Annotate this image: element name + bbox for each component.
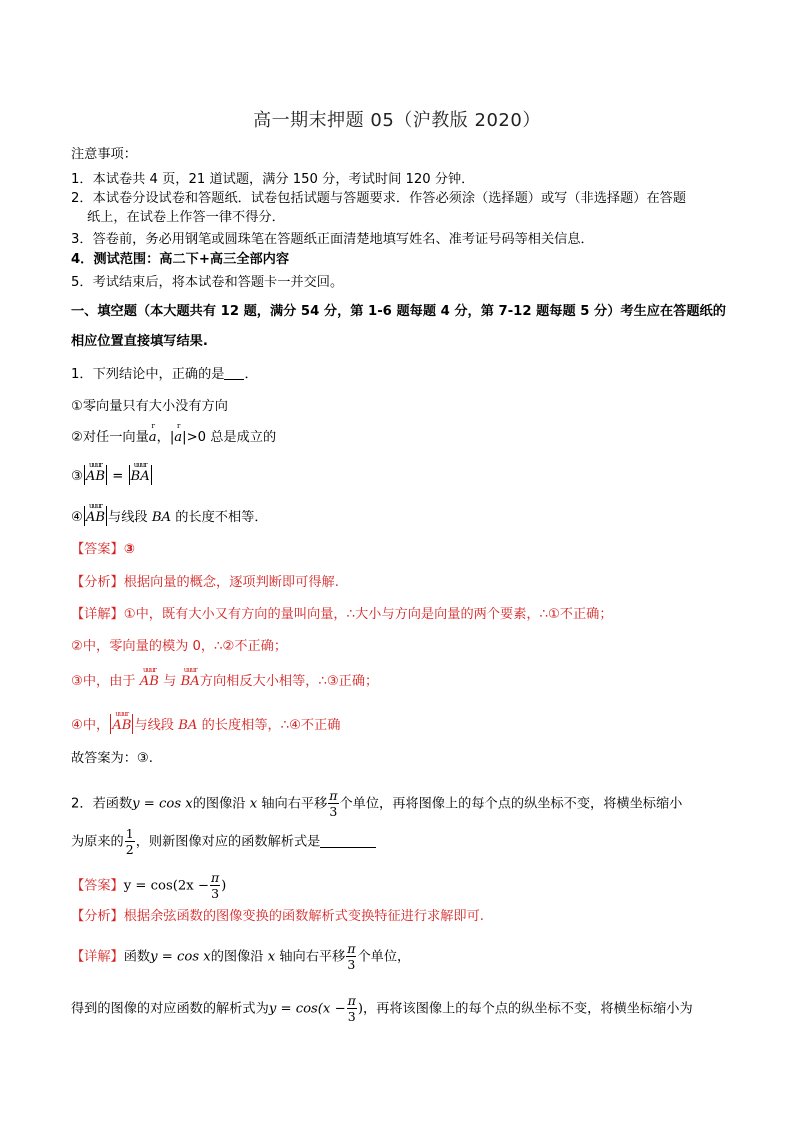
detail-text: ③中，由于: [71, 674, 140, 689]
vector-label: a: [148, 430, 157, 445]
notice-item-4: [71, 251, 289, 269]
notice-item-5: [71, 274, 343, 292]
option-text: |>0 总是成立的: [182, 430, 277, 445]
detail-text: ，再将该图像上的每个点的纵坐标不变，将横坐标缩小为: [363, 1001, 693, 1017]
fraction-pi-over-3: [347, 993, 357, 1024]
answer-expr: ): [221, 878, 227, 894]
abs-bar: [106, 506, 107, 526]
q1-detail-1: [71, 606, 613, 624]
vector-arrow-icon: uuur: [142, 666, 156, 674]
q1-option-4: [71, 502, 268, 527]
vector-label: AB: [139, 674, 159, 689]
section-heading: 一、填空题（本大题共有 12 题，满分 54 分，第 1-6 题每题 4 分，第 7-12 题每题 5 分）考生应在答题纸的: [71, 304, 726, 319]
vector-a: [148, 422, 157, 447]
option-text: 与线段: [108, 510, 152, 525]
fraction-pi-over-3: [210, 870, 220, 901]
function-expr: y = cos x: [150, 949, 211, 965]
notice-item-2-cont: 纸上，在试卷上作答一律不得分．: [87, 210, 285, 225]
answer-value: ③: [123, 542, 135, 557]
notice-text: 本试卷共 4 页，21 道试题，满分 150 分，考试时间 120 分钟．: [92, 172, 475, 187]
stem-text: ，则新图像对应的函数解析式是: [135, 834, 321, 850]
analysis-tag: 【分析】: [71, 575, 124, 590]
function-expr: y = cos x: [132, 796, 193, 812]
q1-answer: [71, 541, 135, 559]
notice-text: 考试结束后，将本试卷和答题卡一并交回。: [92, 275, 344, 290]
q1-stem-end: ．: [244, 367, 258, 382]
vector-arrow-icon: uuur: [115, 710, 129, 718]
vector-AB: [85, 502, 106, 527]
answer-tag: 【答案】: [71, 878, 124, 894]
vector-AB: [139, 666, 159, 691]
vector-label: a: [174, 430, 183, 445]
detail-tag: 【详解】: [71, 949, 124, 965]
vector-label: AB: [85, 469, 106, 484]
notice-num: 4．: [71, 252, 94, 267]
segment-label: BA: [178, 718, 198, 733]
page-title: 高一期末押题 05（沪教版 2020）: [253, 110, 541, 131]
notice-item-1: [71, 171, 474, 189]
notice-num: 3．: [71, 232, 93, 247]
notice-text: 本试卷分设试卷和答题纸．试卷包括试题与答题要求．作答必须涂（选择题）或写（非选择题）在答题: [92, 191, 687, 206]
notice-item-2: [71, 190, 686, 208]
q2-detail-1: [71, 941, 410, 972]
notice-item-3: [71, 231, 594, 249]
stem-text: 2．若函数: [71, 796, 133, 812]
section-heading-cont: 相应位置直接填写结果.: [71, 334, 208, 349]
denominator: 2: [125, 842, 134, 857]
fraction-pi-over-3: [346, 941, 356, 972]
answer-blank: [320, 835, 376, 848]
analysis-text: 根据余弦函数的图像变换的函数解析式变换特征进行求解即可.: [123, 909, 485, 924]
vector-AB: [112, 710, 132, 735]
vector-BA: [130, 461, 150, 486]
analysis-text: 根据向量的概念，逐项判断即可得解.: [123, 575, 339, 590]
stem-text: 的图像沿: [192, 796, 250, 812]
detail-text: 方向相反大小相等，∴③正确；: [199, 674, 379, 689]
q1-option-3: [71, 461, 153, 486]
numerator: π: [329, 788, 338, 803]
numerator: 1: [125, 826, 134, 841]
abs-bar: [84, 506, 85, 526]
detail-text: 个单位，: [357, 949, 411, 965]
detail-text: 得到的图像的对应函数的解析式为: [71, 1001, 269, 1017]
q1-stem: [71, 366, 258, 384]
notice-heading: 注意事项：: [71, 147, 137, 162]
vector-AB: [85, 461, 106, 486]
vector-arrow-icon: uuur: [89, 502, 102, 510]
abs-bar: [129, 465, 130, 485]
q1-analysis: [71, 574, 339, 592]
vector-arrow-icon: uuur: [133, 461, 147, 469]
denominator: 3: [329, 804, 338, 819]
q2-analysis: [71, 908, 484, 926]
option-text: 的长度不相等．: [171, 510, 268, 525]
q1-detail-3: [71, 666, 379, 691]
detail-text: ①中，既有大小又有方向的量叫向量，∴大小与方向是向量的两个要素，∴①不正确；: [123, 607, 613, 622]
q2-detail-2: [71, 993, 693, 1024]
vector-label: BA: [180, 674, 200, 689]
denominator: 3: [347, 1009, 356, 1024]
detail-text: 的图像沿: [210, 949, 268, 965]
q1-option-1: ①零向量只有大小没有方向: [71, 399, 228, 414]
q2-stem-line-2: [71, 826, 376, 857]
q1-stem-text: 1．下列结论中，正确的是: [71, 367, 225, 382]
fraction-pi-over-3: [328, 788, 338, 819]
numerator: π: [347, 993, 356, 1008]
vector-label: BA: [130, 469, 150, 484]
denominator: 3: [211, 886, 220, 901]
vector-arrow-icon: r: [151, 422, 154, 430]
vector-label: AB: [85, 510, 106, 525]
option-text: ②对任一向量: [71, 430, 149, 445]
stem-text: 为原来的: [71, 834, 124, 850]
numerator: π: [347, 941, 356, 956]
numerator: π: [210, 870, 220, 885]
notice-text: 测试范围：高二下+高三全部内容: [93, 252, 290, 267]
abs-bar: [151, 465, 152, 485]
answer-blank: [224, 367, 244, 380]
equals-sign: =: [112, 469, 124, 484]
vector-arrow-icon: uuur: [183, 666, 197, 674]
fraction-one-half: [125, 826, 135, 857]
detail-text: 轴向右平移: [275, 949, 346, 965]
stem-text: 轴向右平移: [257, 796, 328, 812]
q1-option-2: [71, 422, 277, 447]
stem-text: 个单位，再将图像上的每个点的纵坐标不变，将横坐标缩小: [339, 796, 683, 812]
vector-BA: [180, 666, 200, 691]
detail-tag: 【详解】: [71, 607, 124, 622]
answer-tag: 【答案】: [71, 542, 124, 557]
abs-bar: [84, 465, 85, 485]
detail-text: 与: [158, 674, 181, 689]
option-label: ③: [71, 469, 83, 484]
function-expr: ): [357, 1001, 363, 1017]
vector-label: AB: [112, 718, 132, 733]
q1-conclusion: 故答案为：③.: [71, 751, 153, 766]
option-text: ，|: [156, 430, 175, 445]
denominator: 3: [347, 957, 356, 972]
abs-bar: [106, 465, 107, 485]
answer-expr: y = cos(2x −: [123, 878, 209, 894]
function-expr: y = cos(x −: [268, 1001, 346, 1017]
vector-a: [174, 422, 183, 447]
q2-stem-line-1: [71, 788, 682, 819]
detail-text: ④中，: [71, 718, 110, 733]
axis-label: x: [267, 949, 276, 965]
q2-answer: [71, 870, 226, 901]
notice-text: 答卷前，务必用钢笔或圆珠笔在答题纸正面清楚地填写姓名、准考证号码等相关信息．: [92, 232, 594, 247]
segment-label: BA: [151, 510, 172, 525]
detail-text: 函数: [123, 949, 151, 965]
notice-num: 5．: [71, 275, 93, 290]
analysis-tag: 【分析】: [71, 909, 124, 924]
q1-detail-4: [71, 710, 341, 735]
vector-arrow-icon: r: [177, 422, 180, 430]
axis-label: x: [249, 796, 258, 812]
option-label: ④: [71, 510, 83, 525]
detail-text: 的长度相等，∴④不正确: [197, 718, 341, 733]
detail-text: 与线段: [134, 718, 179, 733]
notice-num: 1．: [71, 172, 93, 187]
notice-num: 2．: [71, 191, 93, 206]
vector-arrow-icon: uuur: [89, 461, 102, 469]
q1-detail-2: ②中，零向量的模为 0，∴②不正确；: [71, 639, 288, 654]
